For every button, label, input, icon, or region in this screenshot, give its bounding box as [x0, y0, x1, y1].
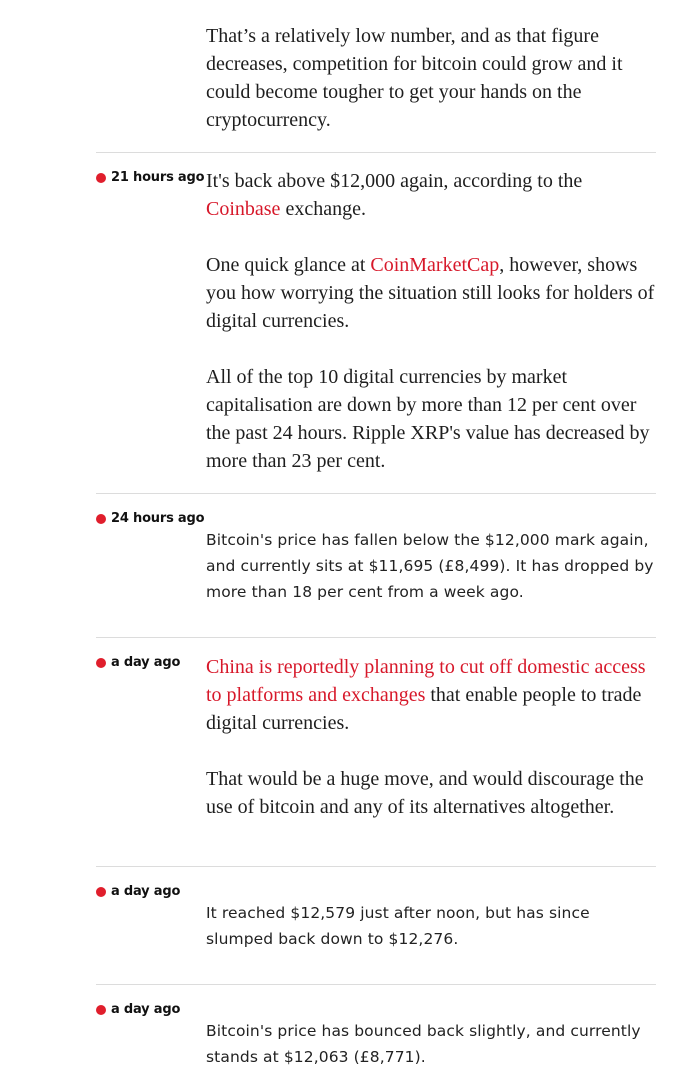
live-entry — [96, 985, 656, 1077]
entry-paragraph: That’s a relatively low number, and as that figure decreases, competition for bitcoin could grow and it could become tougher to get your hands on the cryptocurrency. — [206, 25, 623, 131]
timestamp-label: 24 hours ago — [111, 511, 205, 526]
timestamp-label: 21 hours ago — [111, 170, 205, 185]
timestamp-label: a day ago — [111, 655, 181, 670]
entry-timestamp — [96, 170, 204, 185]
entry-paragraph: Bitcoin's price has bounced back slightly, and currently stands at $12,063 (£8,771). — [206, 1022, 641, 1066]
live-dot-icon — [96, 1005, 106, 1015]
live-blog-feed — [96, 0, 656, 1077]
entry-paragraph: That would be a huge move, and would discourage the use of bitcoin and any of its alternatives altogether. — [206, 768, 644, 818]
live-dot-icon — [96, 887, 106, 897]
entry-timestamp — [96, 884, 180, 899]
paragraph-text: that enable people to trade digital currencies. — [206, 684, 642, 734]
entry-timestamp — [96, 655, 180, 670]
paragraph-text: One quick glance at — [206, 254, 371, 276]
timestamp-label: a day ago — [111, 884, 181, 899]
entry-body — [206, 22, 656, 134]
live-entry — [96, 0, 656, 153]
live-entry — [96, 494, 656, 638]
live-dot-icon — [96, 173, 106, 183]
entry-paragraph — [206, 653, 656, 737]
entry-body — [206, 638, 656, 821]
china-report-link[interactable]: China is reportedly planning to cut off domestic access to platforms and exchanges — [206, 656, 646, 706]
entry-body — [206, 985, 656, 1070]
live-entry — [96, 638, 656, 867]
live-dot-icon — [96, 658, 106, 668]
entry-paragraph: Bitcoin's price has fallen below the $12,000 mark again, and currently sits at $11,695 (£8,499). It has dropped by more than 18 per cent from a week ago. — [206, 531, 654, 601]
coinmarketcap-link[interactable]: CoinMarketCap — [370, 254, 500, 276]
entry-paragraph: All of the top 10 digital currencies by market capitalisation are down by more than 12 per cent over the past 24 hours. Ripple XRP's value has decreased by more than 23 per cent. — [206, 366, 650, 472]
entry-body — [206, 153, 656, 475]
live-entry — [96, 153, 656, 494]
paragraph-text: , however, shows you how worrying the situation still looks for holders of digital currencies. — [206, 254, 655, 332]
live-entry — [96, 867, 656, 985]
paragraph-text: It's back above $12,000 again, according to the — [206, 170, 583, 192]
entry-paragraph — [206, 167, 656, 223]
entry-paragraph — [206, 251, 656, 335]
live-dot-icon — [96, 514, 106, 524]
entry-body — [206, 494, 656, 605]
entry-paragraph: It reached $12,579 just after noon, but has since slumped back down to $12,276. — [206, 904, 590, 948]
entry-timestamp — [96, 511, 204, 526]
timestamp-label: a day ago — [111, 1002, 181, 1017]
coinbase-link[interactable]: Coinbase — [206, 198, 281, 220]
paragraph-text: exchange. — [280, 198, 366, 220]
entry-timestamp — [96, 1002, 180, 1017]
entry-body — [206, 867, 656, 952]
